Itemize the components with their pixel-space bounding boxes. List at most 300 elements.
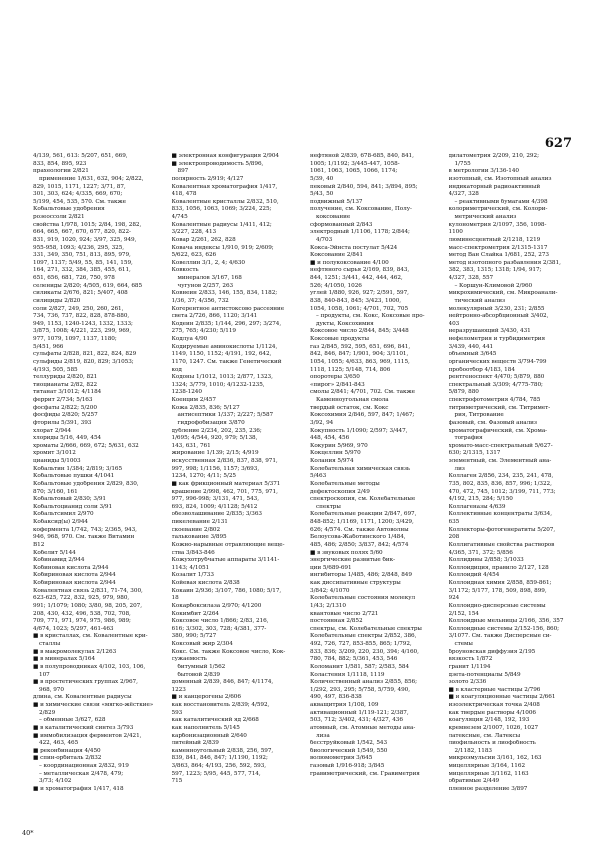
- index-entry-line: Кобальтин 1/384; 2/819; 3/165: [33, 465, 123, 472]
- index-entry-line: 4/327, 328, 557: [448, 275, 494, 281]
- index-entry-line: хроматы 2/666, 669, 672; 5/631, 632: [33, 442, 139, 449]
- index-entry-line: кулонометрия 2/1097, 356, 1098-: [448, 221, 547, 228]
- index-entry-line: лиза: [316, 732, 330, 739]
- index-columns: [33, 153, 581, 823]
- index-entry-line: 3/863, 864; 4/193, 256, 592, 593,: [171, 763, 267, 769]
- index-entry-line: индикаторный радиоактивный: [448, 183, 541, 190]
- index-entry-line: 955-958, 1093; 4/236, 295, 325,: [33, 244, 125, 251]
- index-entry-line: 991; 1/1079; 1080; 3/80, 98, 205, 207,: [33, 602, 142, 609]
- index-entry-line: дукты, Коксохимия: [316, 320, 374, 327]
- index-entry-line: – металлическая 2/478, 479;: [39, 770, 124, 777]
- index-entry-line: элементный, см. Элементный ана-: [448, 458, 552, 464]
- index-entry-line: золото 2/336: [448, 679, 487, 686]
- index-entry-line: получение, см. Коксование, Полу-: [310, 206, 412, 213]
- index-entry-line: 968, 970: [39, 686, 64, 693]
- index-entry-line: соли 2/827, 249, 250, 260, 261,: [33, 305, 124, 312]
- index-entry-line: 1118, 1125; 5/148, 714, 806: [310, 366, 391, 373]
- index-entry-line: как восстановитель 2/839; 4/592,: [171, 702, 270, 708]
- index-entry-line: 3/73; 4/102: [39, 778, 72, 785]
- index-entry-line: 3/1172; 5/177, 178, 509, 898, 899,: [448, 587, 547, 594]
- index-entry-line: Коксохимия 2/846, 597, 847; 1/467;: [310, 412, 415, 419]
- index-entry-line: как диссипативные структуры: [310, 580, 401, 586]
- index-entry-line: титанат 3/1012; 4/1184: [33, 389, 102, 396]
- index-entry-line: постоянная 2/852: [310, 618, 363, 625]
- index-entry-line: коксование: [316, 214, 351, 220]
- index-entry-line: Кобальтоцианид соли 3/91: [33, 503, 113, 510]
- index-entry-line: 18: [171, 595, 179, 602]
- index-entry-line: битумный 1/562: [177, 663, 226, 670]
- index-entry-line: Коломанит 1/581, 587; 2/583, 584: [310, 663, 410, 670]
- index-entry-line: бытовой 2/839: [177, 671, 220, 678]
- index-entry-line: 1100: [448, 229, 463, 236]
- index-entry-line: как твердые растворы 4/1006: [448, 709, 536, 716]
- index-entry-line: 715: [171, 778, 183, 785]
- index-entry-line: ■ и полукоксование 4/100: [310, 259, 389, 266]
- index-entry-line: 4/139, 561, 613: 5/207, 651, 669,: [33, 153, 128, 159]
- index-entry-line: волюмометрия 3/645: [310, 755, 373, 762]
- index-entry-line: 403: [448, 320, 460, 327]
- index-entry-line: дубление 2/234, 202, 235, 236;: [171, 427, 262, 434]
- index-entry-line: 1/755: [454, 160, 471, 167]
- index-entry-line: хроматографический, см. Хрома-: [448, 427, 548, 434]
- index-entry-line: 842, 846, 847; 1/901, 904; 3/1101,: [310, 351, 409, 358]
- index-entry-line: изоэлектрическая точка 2/408: [448, 702, 540, 708]
- index-entry-line: ■ и канцерогены 2/606: [171, 694, 241, 701]
- index-entry-line: свойства 1/978, 1015; 2/84, 198, 282,: [33, 221, 142, 228]
- index-entry-line: метод изотопного разбавления 2/381,: [448, 259, 561, 266]
- index-entry-line: 833, 836; 3/209, 220, 230, 394; 4/160,: [310, 648, 419, 655]
- index-entry-line: полярность 2/919; 4/127: [171, 175, 244, 182]
- index-entry-line: хлориды 5/16, 449, 454: [33, 435, 102, 442]
- index-entry-line: 5/879, 880: [448, 389, 479, 396]
- index-entry-line: нефелометрия и турбидиметрия: [448, 336, 546, 342]
- index-entry-line: Кобаксид(ы) 2/944: [33, 519, 88, 525]
- index-entry-line: колориметрический, см. Колори-: [448, 206, 548, 213]
- index-entry-line: 630; 2/1315, 1317: [448, 450, 501, 457]
- index-entry-line: теллуриды 2/820, 821: [33, 374, 98, 381]
- index-entry-line: 448, 454, 456: [310, 435, 350, 442]
- index-entry-line: 422, 463, 465: [39, 740, 79, 747]
- index-entry-line: 997, 998; 1/1156, 1157; 3/693,: [171, 465, 260, 472]
- index-entry-line: атомный, см. Атомные методы ана-: [310, 724, 416, 731]
- index-entry-line: гранит 1/1194: [448, 663, 491, 670]
- index-column-1: [33, 153, 166, 823]
- index-entry-line: Кокарбоксилаза 2/970; 4/1200: [171, 602, 262, 609]
- index-entry-line: 1054, 1055; 4/633, 863, 969, 1115,: [310, 358, 410, 365]
- index-entry-line: мицеллярные 3/1162, 1163: [448, 770, 529, 777]
- index-entry-line: Козалит 1/733: [171, 572, 214, 579]
- index-entry-line: Кобальтовый 2/830; 3/91: [33, 496, 106, 503]
- index-entry-line: длина, см. Ковалентные радиусы: [33, 694, 132, 701]
- index-entry-line: жирование 1/139; 2/15; 4/919: [171, 450, 259, 457]
- index-entry-line: спектральный 3/309; 4/775-780;: [448, 381, 543, 388]
- index-entry-line: Ковар 2/261, 262, 828: [171, 236, 236, 243]
- index-entry-line: розеоссоли 2/821: [33, 214, 85, 220]
- index-entry-line: ■ в макромолекулах 2/1263: [33, 648, 117, 655]
- index-entry-line: 1223: [171, 686, 186, 693]
- index-entry-line: карбонизационный 2/640: [171, 732, 247, 739]
- index-entry-line: 735, 802, 835, 836, 857, 996; 1/322,: [448, 480, 552, 487]
- index-entry-line: 208: [448, 534, 460, 541]
- index-entry-line: Ковалентная хроматография 1/417,: [171, 183, 278, 190]
- index-entry-line: сульфаты 2/828, 821, 822, 824, 829: [33, 351, 137, 358]
- index-entry-line: 946, 968, 970. См. также Витамин: [33, 534, 135, 541]
- index-entry-line: 2/1182, 1183: [454, 747, 492, 754]
- index-entry-line: 380, 990; 5/727: [171, 633, 217, 640]
- index-entry-line: молекулярный 3/230, 231; 2/855: [448, 305, 545, 312]
- index-entry-line: пековый 2/840, 594, 841; 3/894, 895;: [310, 183, 418, 190]
- index-entry-line: 1/695; 4/544, 920, 979; 5/138,: [171, 435, 258, 442]
- index-entry-line: Коксование 2/841: [310, 252, 363, 259]
- index-entry-line: 485, 486; 2/850; 3/837, 842; 4/574: [310, 541, 409, 548]
- index-entry-line: гидрофобизация 3/870: [177, 419, 245, 426]
- index-entry-line: газ 2/845, 592, 595, 651, 696, 841,: [310, 343, 411, 350]
- index-entry-line: Ковача индексы 1/910, 919; 2/609;: [171, 244, 274, 251]
- index-entry-line: «пирог» 2/841-843: [310, 381, 365, 388]
- index-entry-line: Кодлуа 4/90: [171, 336, 208, 342]
- index-entry-line: рентгеноспект 4/470; 5/879, 880: [448, 374, 545, 381]
- index-entry-line: 833, 1056, 1063, 1069; 3/224, 225;: [171, 206, 272, 213]
- index-entry-line: 4/327, 328: [448, 191, 479, 198]
- index-entry-line: 1097, 1137; 5/49, 55, 85, 141, 159,: [33, 259, 133, 266]
- index-entry-line: Колебательные методы: [310, 480, 380, 487]
- index-entry-line: в метрологии 3/136-140: [448, 168, 519, 175]
- index-entry-line: бесструйковый 1/542, 543: [310, 740, 388, 747]
- index-entry-line: 301, 303, 624; 4/335, 669, 670;: [33, 191, 123, 198]
- index-entry-line: ции 5/689-691: [310, 564, 352, 571]
- index-entry-line: 635: [448, 519, 460, 525]
- index-entry-line: 5/39, 40: [310, 175, 334, 182]
- index-entry-line: 831, 919, 1020, 924; 3/97, 325, 949,: [33, 236, 137, 243]
- index-entry-line: Коллидины 2/858; 3/1033: [448, 557, 524, 564]
- index-entry-line: прахеологии 2/821: [33, 168, 89, 175]
- index-entry-line: 829, 1015, 1171, 1227; 3/71, 87,: [33, 183, 126, 190]
- index-entry-line: 5/451, 966: [33, 343, 64, 350]
- index-entry-line: лиофильность и лиофобность: [448, 740, 536, 747]
- index-entry-line: Кокс. См. также Коксовое число, Кок-: [171, 648, 286, 655]
- index-entry-line: Койевая кислота 2/838: [171, 580, 240, 586]
- index-entry-line: активационный 1/119-121; 2/387,: [310, 709, 409, 716]
- index-entry-line: 418, 478: [171, 191, 197, 198]
- index-entry-line: Колебательная химическая связь: [310, 465, 410, 472]
- index-entry-line: 839, 841, 846, 847; 1/1190, 1192;: [171, 755, 268, 762]
- index-entry-line: 5/622, 623, 626: [171, 252, 217, 259]
- index-entry-line: ства 3/843-846: [171, 549, 215, 556]
- index-entry-line: ■ в кристаллах, см. Ковалентные кри-: [33, 633, 148, 640]
- index-entry-line: 848-852; 1/1169, 1171, 1200; 3/429,: [310, 519, 414, 525]
- index-entry-line: 275, 765; 4/230; 5/119: [171, 328, 236, 335]
- index-entry-line: 593: [171, 709, 183, 716]
- index-entry-line: Ковалентная связь 2/831, 71-74, 300,: [33, 587, 143, 594]
- index-entry-line: как каталитический яд 2/668: [171, 717, 259, 724]
- index-entry-line: Коллоидий 4/454: [448, 572, 500, 579]
- index-entry-line: минералов 3/167, 168: [177, 275, 242, 281]
- index-entry-line: Кобальтовые удобрения 2/829, 830,: [33, 480, 139, 487]
- index-entry-line: дзета-потенциалы 5/849: [448, 671, 521, 678]
- index-entry-line: микроэмульсии 3/161, 162, 163: [448, 755, 542, 762]
- index-entry-line: 143, 631, 761: [171, 442, 211, 449]
- index-entry-line: 382, 383, 1315; 1318; 1/94, 917;: [448, 267, 542, 274]
- index-entry-line: кремнезем 2/1007, 1026, 1027: [448, 724, 539, 731]
- index-column-4: [449, 153, 582, 823]
- index-entry-line: Коллекторы-фотогенератиты 5/207,: [448, 526, 556, 533]
- index-entry-line: ■ и химические связи «мягко-жёсткие»: [33, 702, 154, 708]
- index-entry-line: силициды 2/820: [33, 297, 81, 304]
- index-entry-line: твердый остаток, см. Кокс: [310, 404, 389, 411]
- index-entry-line: нефтяного сырья 2/169, 839, 843,: [310, 267, 410, 274]
- index-entry-line: скоевание 2/802: [171, 526, 221, 533]
- index-entry-line: сформованный 2/843: [310, 221, 373, 228]
- index-entry-line: 1/292, 293, 295; 5/758, 5/759, 490,: [310, 686, 410, 693]
- index-entry-line: 3/1077. См. также Дисперсные си-: [448, 633, 552, 640]
- index-entry-line: 1170, 1247. См. также Генетический: [171, 358, 282, 365]
- index-entry-line: фосфиды 2/820; 5/257: [33, 412, 98, 419]
- index-entry-line: 3/842; 4/1070: [310, 587, 350, 594]
- index-entry-line: 833, 854, 895, 923: [33, 160, 87, 167]
- index-entry-line: 2/152, 154: [448, 610, 479, 617]
- index-entry-line: цианиды 5/1003: [33, 458, 81, 464]
- index-entry-line: метод Ван Слайка 1/681, 252, 273: [448, 252, 549, 259]
- index-entry-line: метрический анализ: [454, 214, 517, 220]
- index-entry-line: гравиметрический, см. Гравиметрия: [310, 770, 420, 777]
- index-entry-line: – обменные 3/627, 628: [39, 717, 106, 724]
- index-entry-line: спектры: [316, 503, 341, 510]
- index-entry-line: как наполнитель 5/145: [171, 724, 240, 731]
- index-entry-line: Кодоны 1/1012, 1013; 2/877, 1323,: [171, 374, 273, 381]
- index-entry-line: 5/463: [310, 473, 327, 480]
- index-entry-line: фосфаты 2/822; 5/200: [33, 404, 97, 411]
- index-entry-line: 107: [39, 671, 50, 678]
- index-entry-line: тический анализ: [454, 297, 506, 304]
- index-entry-line: 1149, 1150, 1152; 4/191, 192, 642,: [171, 351, 272, 358]
- index-entry-line: ■ как фрикционный материал 5/371: [171, 480, 281, 487]
- index-entry-line: тография: [454, 435, 483, 442]
- index-entry-line: Коллагеназы 4/639: [448, 503, 506, 510]
- index-entry-line: Каменноугольная смола: [316, 397, 389, 403]
- index-entry-line: Коллоидная химия 2/858, 859-861;: [448, 580, 552, 586]
- index-entry-line: 949, 1153, 1240-1243, 1332, 1333;: [33, 320, 133, 327]
- index-entry-line: вязкость 1/872: [448, 656, 493, 663]
- index-entry-line: Коллигативные свойства растворов: [448, 541, 555, 548]
- index-entry-line: 693, 824, 1009; 4/1128; 5/412: [171, 503, 258, 510]
- index-entry-line: 709, 771, 971, 974, 975, 986, 989;: [33, 618, 131, 625]
- index-entry-line: крашение 2/998, 462, 701, 775, 971,: [171, 488, 278, 495]
- index-entry-line: Кодеин 2/835; 1/144, 296, 297; 3/274,: [171, 320, 282, 327]
- index-entry-line: ■ в полупроводниках 4/102, 103, 106,: [33, 663, 146, 670]
- index-entry-line: 1/36, 37; 4/356, 732: [171, 297, 229, 304]
- index-entry-line: света 2/726, 866, 1120; 3/141: [171, 313, 258, 320]
- index-entry-line: опоротеры 3/650: [310, 374, 360, 381]
- index-entry-line: 977, 996-998; 3/131, 471, 543,: [171, 496, 259, 503]
- index-entry-line: 664, 665, 667, 670, 677, 820, 822-: [33, 229, 131, 236]
- index-entry-line: 838, 840-843, 845; 3/423, 1000,: [310, 297, 402, 304]
- index-entry-line: объемный 3/645: [448, 351, 497, 358]
- index-entry-line: 5/43, 50: [310, 191, 334, 198]
- index-entry-line: 208, 430, 432, 496, 538, 702, 708,: [33, 610, 131, 617]
- index-entry-line: антисептики 1/337; 2/227; 5/587: [177, 412, 274, 419]
- index-entry-line: ингибиторы 1/485, 486; 2/848, 849: [310, 572, 412, 579]
- index-entry-line: ■ спин-орбиталь 2/832: [33, 755, 102, 762]
- index-entry-line: Кобелит 5/144: [33, 549, 76, 556]
- index-entry-line: 470, 472, 745, 1012; 3/199, 711, 773;: [448, 488, 556, 495]
- index-entry-line: талькование 3/895: [171, 534, 227, 541]
- index-entry-line: чугунов 2/257, 263: [177, 282, 234, 289]
- index-entry-line: Кобириновая кислота 2/944: [33, 572, 116, 579]
- index-entry-line: Коксовое число 2/844, 845; 3/448: [310, 328, 409, 335]
- index-entry-line: нейтронно-абсорбционный 3/402,: [448, 313, 549, 320]
- index-entry-line: Ковалентные кристаллы 2/832, 510,: [171, 198, 279, 205]
- index-entry-line: Кожно-нарывные отравляющие веще-: [171, 541, 285, 548]
- page-number: 627: [544, 136, 572, 151]
- index-column-3: [310, 153, 443, 823]
- index-entry-line: B12: [33, 541, 45, 548]
- index-entry-line: 4/192, 215, 284; 5/150: [448, 496, 513, 503]
- index-entry-line: 1005; 1/1192; 3/445-447, 1058-: [310, 160, 400, 167]
- index-entry-line: 597, 1223; 5/95, 445, 577, 714,: [171, 770, 261, 777]
- index-entry-line: 4/365, 371, 372; 5/856: [448, 549, 513, 556]
- index-entry-line: масс-спектрометрия 2/1315-1317: [448, 244, 548, 251]
- index-entry-line: 526; 4/1050, 1026: [310, 282, 362, 289]
- index-entry-line: рия, Титрование: [454, 412, 504, 419]
- index-entry-line: хромит 3/1012: [33, 450, 76, 457]
- index-entry-line: Когерентное антистоксово рассеяние: [171, 305, 285, 312]
- index-entry-line: ■ электропроводимость 5/896,: [171, 160, 264, 167]
- index-entry-line: кофермента 1/742, 743; 2/365, 943,: [33, 526, 137, 533]
- index-entry-line: 1238-1240: [171, 389, 202, 396]
- index-entry-line: Кобириновая кислота 2/944: [33, 580, 116, 586]
- index-entry-line: Колания 5/974: [310, 458, 354, 464]
- index-entry-line: Кокса-Эйнста постулат 5/424: [310, 244, 398, 251]
- index-entry-line: 780, 784, 882; 5/361, 453, 546: [310, 656, 398, 663]
- index-entry-line: спектры, см. Колебательные спектры: [310, 625, 422, 632]
- index-entry-line: код: [171, 366, 182, 373]
- index-entry-line: 1/43; 2/1310: [310, 602, 346, 609]
- index-entry-line: Коластения 1/1118, 1119: [310, 671, 385, 678]
- index-entry-line: Кожа 2/835, 836; 5/127: [171, 404, 240, 411]
- index-entry-line: Белоусова-Жаботинского 1/484,: [310, 534, 406, 541]
- index-entry-line: сталлы: [39, 641, 61, 647]
- index-entry-line: фторилы 5/391, 393: [33, 419, 92, 426]
- index-entry-line: 616; 3/302, 303, 728; 4/381, 377-: [171, 625, 267, 632]
- index-entry-line: сульфиды 2/819, 820, 829; 3/1053;: [33, 358, 134, 365]
- index-entry-line: Кобальтовые удобрения: [33, 206, 105, 213]
- index-entry-line: микрохимический, см. Микроанали-: [448, 290, 558, 297]
- index-entry-line: газовый 1/916-918; 3/845: [310, 763, 385, 769]
- index-entry-line: Кобальтовые пушки 4/1041: [33, 473, 115, 480]
- index-entry-line: Коллаген 2/856, 234, 235, 241, 478,: [448, 473, 554, 480]
- index-entry-line: дефектоскопия 2/49: [310, 488, 370, 495]
- index-entry-line: неразрушающий 3/430, 431: [448, 328, 531, 335]
- index-entry-line: 897: [177, 168, 189, 175]
- index-entry-line: феррит 2/734; 5/163: [33, 397, 93, 403]
- index-entry-line: – реактивными бумагами 4/398: [454, 198, 548, 205]
- index-entry-line: 5/199, 454, 535, 570. См. также: [33, 198, 126, 205]
- index-entry-line: 844, 1251; 3/441, 442, 444, 462,: [310, 275, 403, 281]
- index-entry-line: углей 1/880, 926, 927; 2/591, 597,: [310, 290, 409, 297]
- index-entry-line: 3/439, 440, 441: [448, 343, 494, 350]
- index-entry-line: хромато-масс-спектральный 5/627-: [448, 442, 553, 449]
- index-entry-line: лиз: [454, 465, 465, 472]
- index-entry-line: 3/92, 94: [310, 419, 334, 426]
- index-entry-line: ■ в звуковых полях 5/60: [310, 549, 383, 556]
- index-entry-line: литейный 2/839: [171, 740, 219, 747]
- index-entry-line: – Коршун-Климовой 2/960: [454, 282, 533, 289]
- index-entry-line: 734, 736, 737, 822, 828, 878-880,: [33, 313, 130, 320]
- index-entry-line: акващитрия 1/108, 109: [310, 702, 379, 708]
- index-entry-line: хлорат 2/944: [33, 427, 72, 434]
- index-entry-line: применение 1/631, 632, 904; 2/822,: [39, 175, 144, 182]
- index-entry-line: Коенцим 2/457: [171, 397, 216, 403]
- index-entry-line: Кокимбит 2/264: [171, 610, 219, 617]
- index-entry-line: нефтяной 2/839, 678-685, 840, 841,: [310, 153, 414, 159]
- index-entry-line: 492, 726, 727, 853-855, 865; 1/792,: [310, 641, 412, 647]
- index-entry-line: 870; 3/160, 161: [33, 488, 78, 495]
- index-entry-line: Колебательные состояния молекул: [310, 595, 416, 602]
- index-entry-line: 1234, 1270; 4/11; 5/25: [171, 473, 236, 480]
- index-entry-line: 626; 4/574. См. также Автоволны: [310, 526, 409, 533]
- index-entry-line: Кодируемые аминокислоты 1/1124,: [171, 343, 278, 350]
- index-entry-line: дилатометрия 2/209, 210, 292;: [448, 153, 539, 159]
- index-entry-line: 4/193, 505, 585: [33, 366, 78, 373]
- index-entry-line: ■ иммобилизация ферментов 2/421,: [33, 732, 142, 739]
- index-entry-line: 651, 656, 681, 726, 750, 978: [33, 275, 115, 281]
- index-entry-line: люминесцентный 2/1218, 1219: [448, 236, 541, 243]
- index-entry-line: Кожухотрубчатые аппараты 3/1141-: [171, 557, 280, 564]
- index-column-2: [172, 153, 305, 823]
- index-entry-line: фазовый, см. Фазовый анализ: [448, 419, 537, 426]
- index-entry-line: Кокцеллин 5/970: [310, 450, 361, 457]
- index-entry-line: Колебательные спектры 2/852, 386,: [310, 633, 417, 640]
- index-entry-line: обратимые 2/449: [448, 778, 500, 785]
- index-entry-line: 4/674, 1023; 5/297, 461-463: [33, 625, 114, 632]
- index-entry-line: – координационная 2/832, 919: [39, 763, 129, 769]
- index-entry-line: тиоцианаты 2/82, 822: [33, 381, 98, 388]
- index-entry-line: доменный 2/839, 846, 847; 4/1174,: [171, 679, 274, 686]
- index-entry-line: 1061, 1063, 1065, 1066, 1174;: [310, 168, 398, 175]
- index-entry-line: ■ электронная конфигурация 2/904: [171, 153, 279, 159]
- index-entry-line: Коксовое число 1/866; 2/83, 216,: [171, 618, 269, 625]
- index-entry-line: спектрофотометрия 4/784, 785: [448, 397, 541, 403]
- index-entry-line: искусственная 2/836, 837, 838, 971,: [171, 458, 278, 464]
- index-entry-line: коагуляция 2/148, 192, 193: [448, 717, 530, 724]
- index-entry-line: ■ в минералах 5/164: [33, 656, 96, 663]
- index-entry-line: 503, 712; 3/402, 431; 4/327, 436: [310, 717, 403, 724]
- index-entry-line: 1143; 4/1051: [171, 564, 210, 571]
- index-entry-line: Коллоидные мельницы 2/166, 356, 357: [448, 618, 564, 625]
- index-entry-line: 977, 1079, 1097, 1137, 1180;: [33, 336, 117, 342]
- index-entry-line: ■ и коагуляционные частицы 2/661: [448, 694, 556, 701]
- index-entry-line: спектроскопия, см. Колебательные: [310, 496, 416, 503]
- index-entry-line: пробоотбор 4/183, 184: [448, 366, 515, 373]
- index-entry-line: пикелевание 2/131: [171, 519, 228, 525]
- index-entry-line: каменноугольный 2/838, 256, 597,: [171, 747, 274, 754]
- index-entry-line: Кокупность 1/1090; 2/597; 3/447,: [310, 427, 408, 434]
- index-entry-line: 3/227, 228, 413: [171, 229, 217, 236]
- index-entry-line: 331, 349, 350, 751, 813, 895, 979,: [33, 252, 131, 259]
- index-entry-line: Коксовые продукты: [310, 336, 369, 342]
- index-entry-line: 623-625, 722, 832, 925, 979, 980,: [33, 595, 130, 602]
- index-entry-line: стемы: [454, 641, 473, 647]
- index-entry-line: Ковалентные радиусы 1/411, 412;: [171, 221, 272, 228]
- index-entry-line: Коллоидно-дисперсные системы: [448, 602, 546, 609]
- index-entry-line: электродный 1/1106, 1178; 2/844;: [310, 229, 410, 236]
- index-entry-line: Ковеллин 3/1, 2, 4; 4/630: [171, 259, 245, 266]
- index-entry-line: Количественный анализ 2/855, 856;: [310, 679, 417, 686]
- index-entry-line: Ковкость: [171, 267, 199, 274]
- index-entry-line: обезволашивание 2/835; 3/363: [171, 511, 262, 518]
- index-entry-line: – продукты, см. Кокс, Коксовые про-: [316, 313, 425, 320]
- index-entry-line: 924: [448, 595, 460, 602]
